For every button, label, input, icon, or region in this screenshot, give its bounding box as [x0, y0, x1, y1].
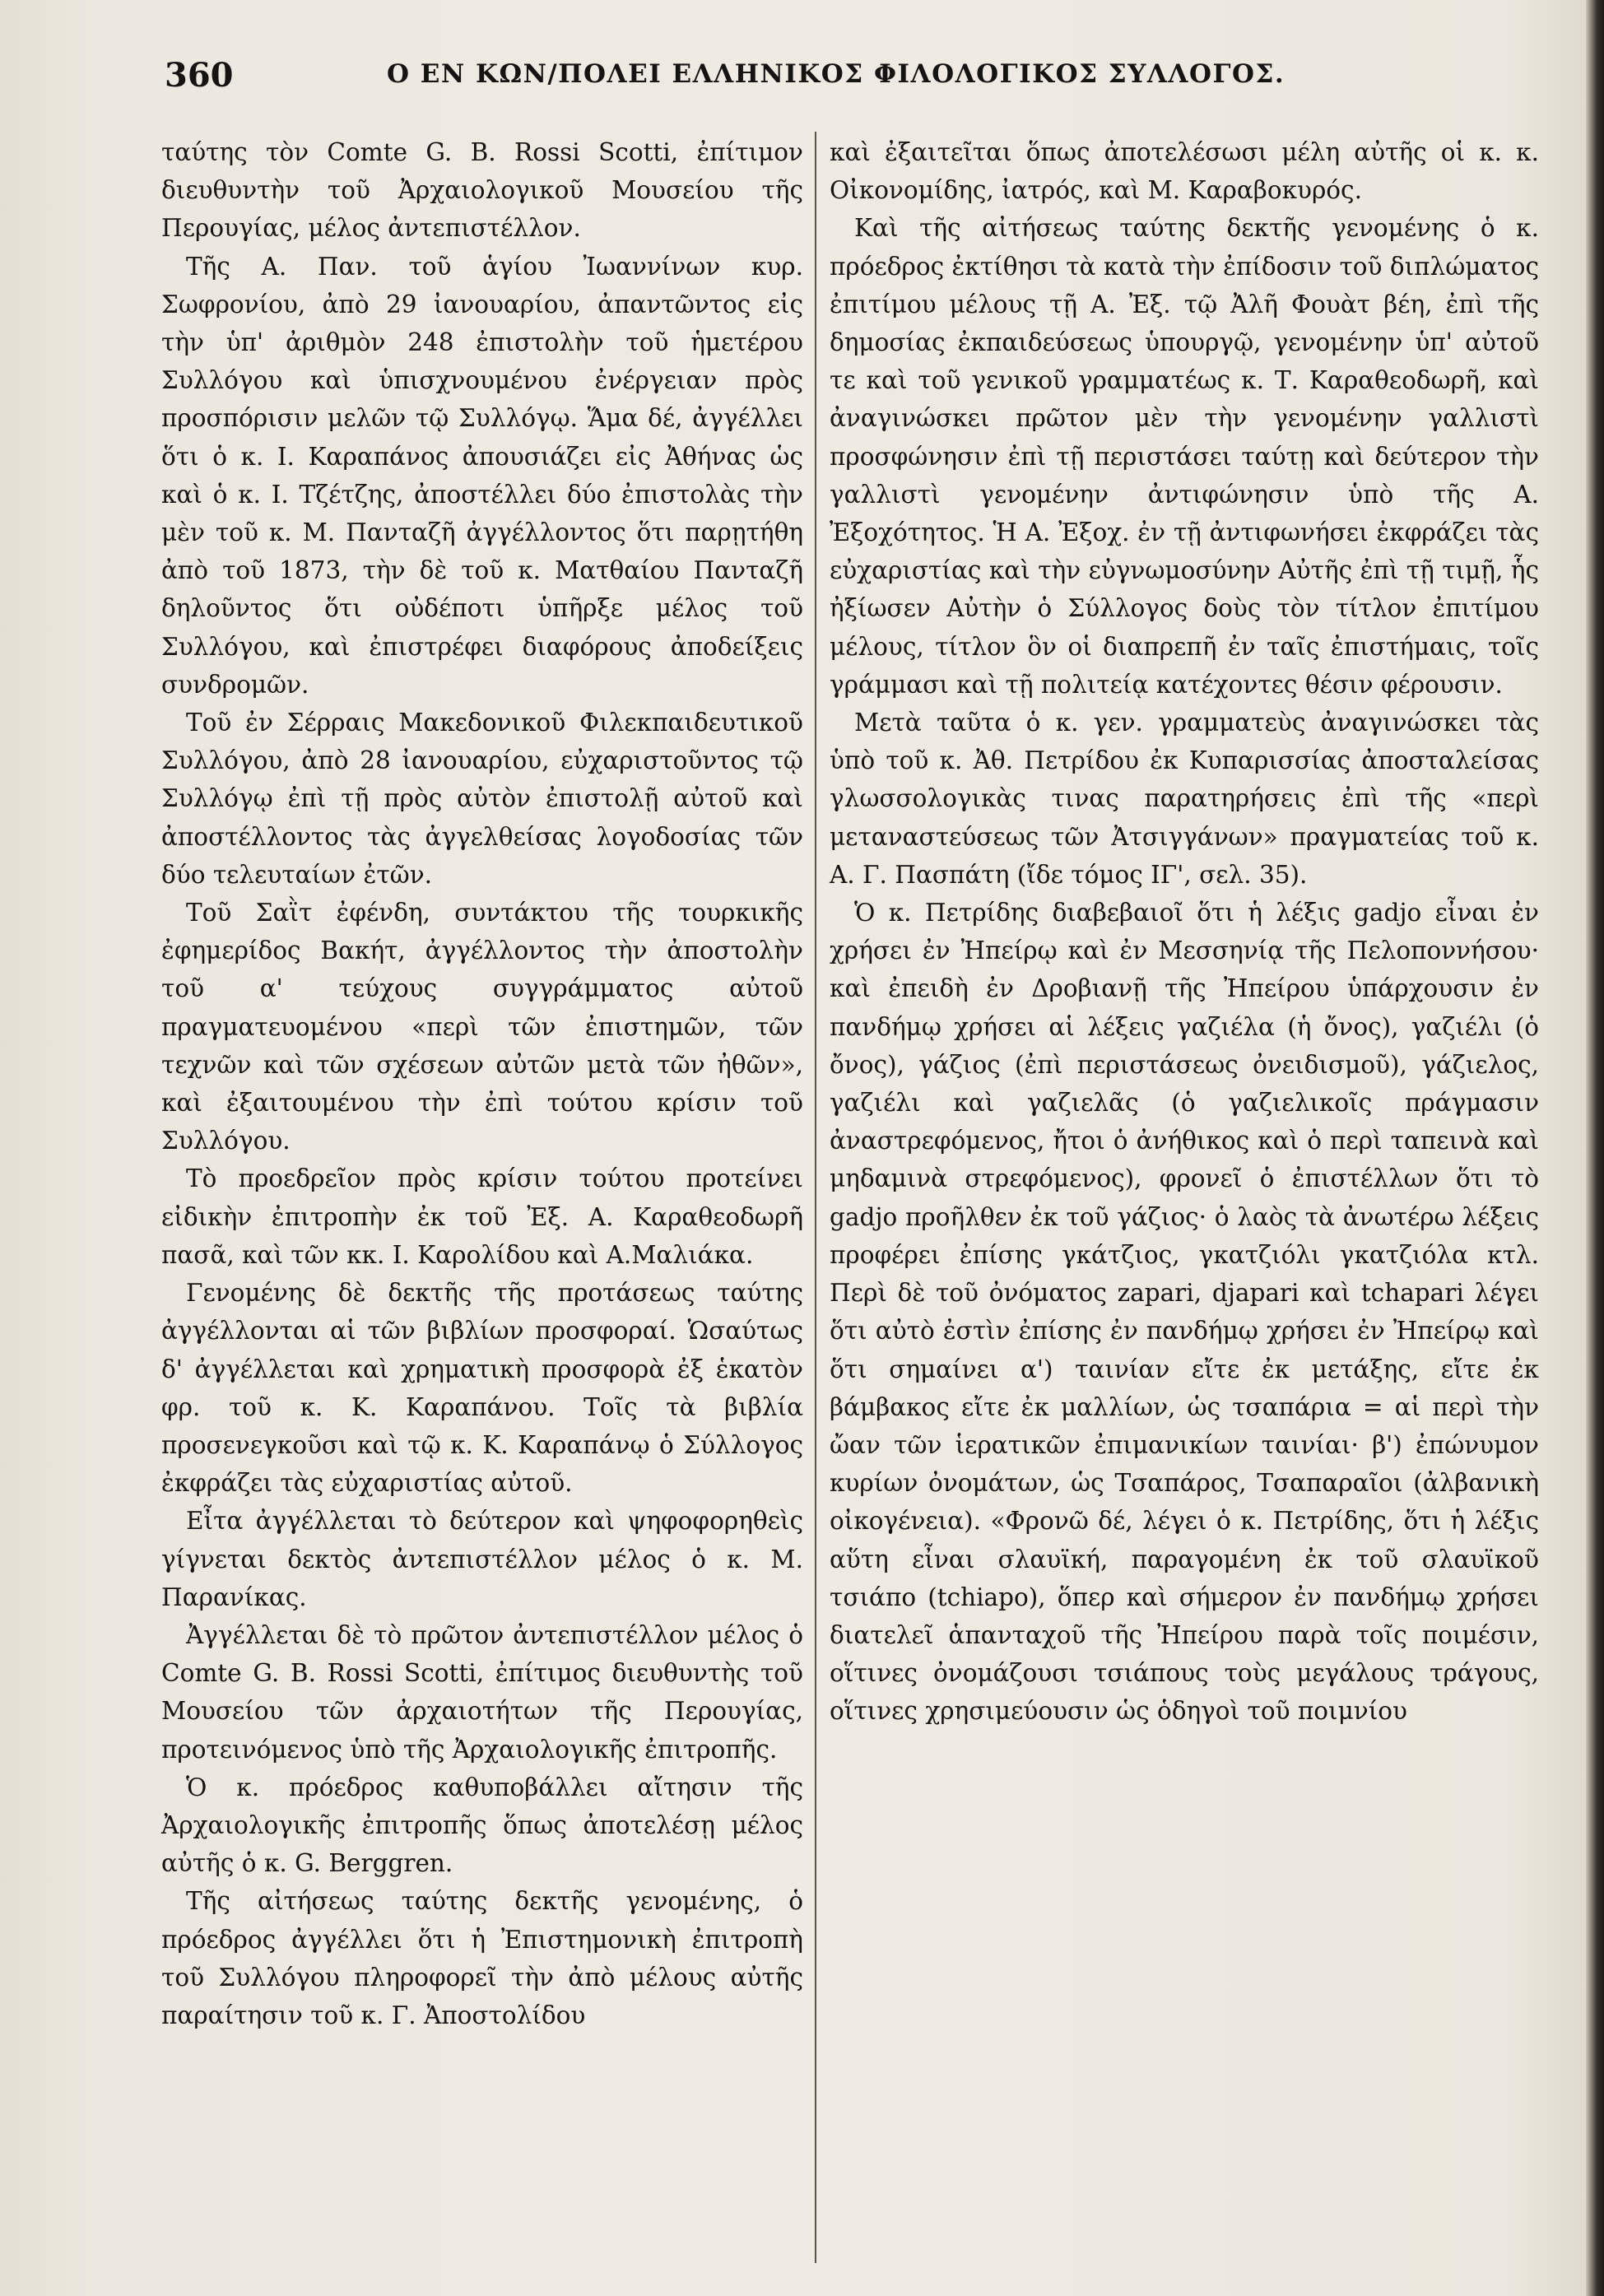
- paragraph: καὶ ἐξαιτεῖται ὅπως ἀποτελέσωσι μέλη αὐτῆς οἱ κ. κ. Οἰκονομίδης, ἰατρός, καὶ Μ. Καραβοκυρός.: [830, 138, 1539, 205]
- page-number: 360: [165, 56, 234, 95]
- paragraph: Μετὰ ταῦτα ὁ κ. γεν. γραμματεὺς ἀναγινώσκει τὰς ὑπὸ τοῦ κ. Ἀθ. Πετρίδου ἐκ Κυπαρισσίας ἀποσταλείσας γλωσσολογικὰς τινας παρατηρήσεις ἐπὶ τῆς «περὶ μεταναστεύσεως τῶν Ἀτσιγγάνων» πραγματείας τοῦ κ. Α. Γ. Πασπάτη (ἴδε τόμος ΙΓ', σελ. 35).: [830, 709, 1539, 889]
- paragraph: Τοῦ Σαῒτ ἐφένδη, συντάκτου τῆς τουρκικῆς ἐφημερίδος Βακήτ, ἀγγέλλοντος τὴν ἀποστολὴν τοῦ α' τεύχους συγγράμματος αὐτοῦ πραγματευομένου «περὶ τῶν ἐπιστημῶν, τῶν τεχνῶν καὶ τῶν σχέσεων αὐτῶν μετὰ τῶν ἠθῶν», καὶ ἐξαιτουμένου τὴν ἐπὶ τούτου κρίσιν τοῦ Συλλόγου.: [161, 899, 803, 1155]
- paragraph: Καὶ τῆς αἰτήσεως ταύτης δεκτῆς γενομένης ὁ κ. πρόεδρος ἐκτίθησι τὰ κατὰ τὴν ἐπίδοσιν τοῦ διπλώματος ἐπιτίμου μέλους τῇ Α. Ἐξ. τῷ Ἀλῆ Φουὰτ βέη, ἐπὶ τῆς δημοσίας ἐκπαιδεύσεως ὑπουργῷ, γενομένην ὑπ' αὐτοῦ τε καὶ τοῦ γενικοῦ γραμματέως κ. Τ. Καραθεοδωρῆ, καὶ ἀναγινώσκει πρῶτον μὲν τὴν γενομένην γαλλιστὶ προσφώνησιν ἐπὶ τῇ περιστάσει ταύτῃ καὶ δεύτερον τὴν γαλλιστὶ γενομένην ἀντιφώνησιν ὑπὸ τῆς Α. Ἐξοχότητος. Ἡ Α. Ἐξοχ. ἐν τῇ ἀντιφωνήσει ἐκφράζει τὰς εὐχαριστίας καὶ τὴν εὐγνωμοσύνην Αὐτῆς ἐπὶ τῇ τιμῇ, ἧς ἠξίωσεν Αὐτὴν ὁ Σύλλογος δοὺς τὸν τίτλον ἐπιτίμου μέλους, τίτλον ὃν οἱ διαπρεπῆ ἐν ταῖς ἐπιστήμαις, τοῖς γράμμασι καὶ τῇ πολιτείᾳ κατέχοντες θέσιν φέρουσιν.: [830, 214, 1539, 699]
- book-gutter-shadow: [1586, 0, 1604, 2296]
- paragraph: Ὁ κ. πρόεδρος καθυποβάλλει αἴτησιν τῆς Ἀρχαιολογικῆς ἐπιτροπῆς ὅπως ἀποτελέσῃ μέλος αὐτῆς ὁ κ. G. Berggren.: [161, 1773, 803, 1878]
- paragraph: Γενομένης δὲ δεκτῆς τῆς προτάσεως ταύτης ἀγγέλλονται αἱ τῶν βιβλίων προσφοραί. Ὡσαύτως δ' ἀγγέλλεται καὶ χρηματικὴ προσφορὰ ἐξ ἑκατὸν φρ. τοῦ κ. Κ. Καραπάνου. Τοῖς τὰ βιβλία προσενεγκοῦσι καὶ τῷ κ. Κ. Καραπάνῳ ὁ Σύλλογος ἐκφράζει τὰς εὐχαριστίας αὐτοῦ.: [161, 1279, 803, 1498]
- paragraph: Ὁ κ. Πετρίδης διαβεβαιοῖ ὅτι ἡ λέξις gadjo εἶναι ἐν χρήσει ἐν Ἠπείρῳ καὶ ἐν Μεσσηνίᾳ τῆς Πελοποννήσου· καὶ ἐπειδὴ ἐν Δροβιανῇ τῆς Ἠπείρου ὑπάρχουσιν ἐν πανδήμῳ χρήσει αἱ λέξεις γαζιέλα (ἡ ὄνος), γαζιέλι (ὁ ὄνος), γάζιος (ἐπὶ περιστάσεως ὀνειδισμοῦ), γάζιελος, γαζιέλι καὶ γαζιελᾶς (ὁ γαζιελικοῖς πράγμασιν ἀναστρεφόμενος, ἤτοι ὁ ἀνήθικος καὶ ὁ περὶ ταπεινὰ καὶ μηδαμινὰ στρεφόμενος), φρονεῖ ὁ ἐπιστέλλων ὅτι τὸ gadjo προῆλθεν ἐκ τοῦ γάζιος· ὁ λαὸς τὰ ἀνωτέρω λέξεις προφέρει ἐπίσης γκάτζιος, γκατζιόλι γκατζιόλα κτλ. Περὶ δὲ τοῦ ὀνόματος zapari, djapari καὶ tchapari λέγει ὅτι αὐτὸ ἐστὶν ἐπίσης ἐν πανδήμῳ χρήσει ἐν Ἠπείρῳ καὶ ὅτι σημαίνει α') ταινίαν εἴτε ἐκ μετάξης, εἴτε ἐκ βάμβακος εἴτε ἐκ μαλλίων, ὡς τσαπάρια = αἱ περὶ τὴν ὤαν τῶν ἱερατικῶν ἐπιμανικίων ταινίαι· β') ἐπώνυμον κυρίων ὀνομάτων, ὡς Τσαπάρος, Τσαπαραῖοι (ἀλβανικὴ οἰκογένεια). «Φρονῶ δέ, λέγει ὁ κ. Πετρίδης, ὅτι ἡ λέξις αὕτη εἶναι σλαυϊκή, παραγομένη ἐκ τοῦ σλαυϊκοῦ τσιάπο (tchiapo), ὅπερ καὶ σήμερον ἐν πανδήμῳ χρήσει διατελεῖ ἁπανταχοῦ τῆς Ἠπείρου παρὰ τοῖς ποιμέσιν, οἵτινες ὀνομάζουσι τσιάπους τοὺς μεγάλους τράγους, οἵτινες χρησιμεύουσιν ὡς ὁδηγοὶ τοῦ ποιμνίου: [830, 899, 1539, 1726]
- running-title: Ο ΕΝ ΚΩΝ/ΠΟΛΕΙ ΕΛΛΗΝΙΚΟΣ ΦΙΛΟΛΟΓΙΚΟΣ ΣΥΛΛΟΓΟΣ.: [387, 59, 1286, 89]
- paragraph: Τῆς Α. Παν. τοῦ ἁγίου Ἰωαννίνων κυρ. Σωφρονίου, ἀπὸ 29 ἰανουαρίου, ἀπαντῶντος εἰς τὴν ὑπ' ἀριθμὸν 248 ἐπιστολὴν τοῦ ἡμετέρου Συλλόγου καὶ ὑπισχνουμένου ἐνέργειαν πρὸς προσπόρισιν μελῶν τῷ Συλλόγῳ. Ἅμα δέ, ἀγγέλλει ὅτι ὁ κ. Ι. Καραπάνος ἀπουσιάζει εἰς Ἀθήνας ὡς καὶ ὁ κ. Ι. Τζέτζης, ἀποστέλλει δύο ἐπιστολὰς τὴν μὲν τοῦ κ. Μ. Πανταζῆ ἀγγέλλοντος ὅτι παρῃτήθη ἀπὸ τοῦ 1873, τὴν δὲ τοῦ κ. Ματθαίου Πανταζῆ δηλοῦντος ὅτι οὐδέποτι ὑπῆρξε μέλος τοῦ Συλλόγου, καὶ ἐπιστρέφει διαφόρους ἀποδείξεις συνδρομῶν.: [161, 252, 803, 699]
- page-header: [165, 56, 1588, 105]
- paragraph: Ἀγγέλλεται δὲ τὸ πρῶτον ἀντεπιστέλλον μέλος ὁ Comte G. B. Rossi Scotti, ἐπίτιμος διευθυντὴς τοῦ Μουσείου τῶν ἀρχαιοτήτων τῆς Περουγίας, προτεινόμενος ὑπὸ τῆς Ἀρχαιολογικῆς ἐπιτροπῆς.: [161, 1620, 803, 1764]
- paragraph: Εἶτα ἀγγέλλεται τὸ δεύτερον καὶ ψηφοφορηθεὶς γίγνεται δεκτὸς ἀντεπιστέλλον μέλος ὁ κ. Μ. Παρανίκας.: [161, 1507, 803, 1611]
- paragraph: Τὸ προεδρεῖον πρὸς κρίσιν τούτου προτείνει εἰδικὴν ἐπιτροπὴν ἐκ τοῦ Ἐξ. Α. Καραθεοδωρῆ πασᾶ, καὶ τῶν κκ. Ι. Καρολίδου καὶ Α.Μαλιάκα.: [161, 1164, 803, 1269]
- paragraph: Τῆς αἰτήσεως ταύτης δεκτῆς γενομένης, ὁ πρόεδρος ἀγγέλλει ὅτι ἡ Ἐπιστημονικὴ ἐπιτροπὴ τοῦ Συλλόγου πληροφορεῖ τὴν ἀπὸ μέλους αὐτῆς παραίτησιν τοῦ κ. Γ. Ἀποστολίδου: [161, 1887, 803, 2029]
- left-column: [161, 133, 803, 2034]
- right-column: [830, 133, 1539, 1731]
- paragraph: ταύτης τὸν Comte G. B. Rossi Scotti, ἐπίτιμον διευθυντὴν τοῦ Ἀρχαιολογικοῦ Μουσείου τῆς Περουγίας, μέλος ἀντεπιστέλλον.: [161, 138, 803, 243]
- paragraph: Τοῦ ἐν Σέρραις Μακεδονικοῦ Φιλεκπαιδευτικοῦ Συλλόγου, ἀπὸ 28 ἰανουαρίου, εὐχαριστοῦντος τῷ Συλλόγῳ ἐπὶ τῇ πρὸς αὐτὸν ἐπιστολῇ αὐτοῦ καὶ ἀποστέλλοντος τὰς ἀγγελθείσας λογοδοσίας τῶν δύο τελευταίων ἐτῶν.: [161, 709, 803, 889]
- column-divider: [815, 132, 816, 2263]
